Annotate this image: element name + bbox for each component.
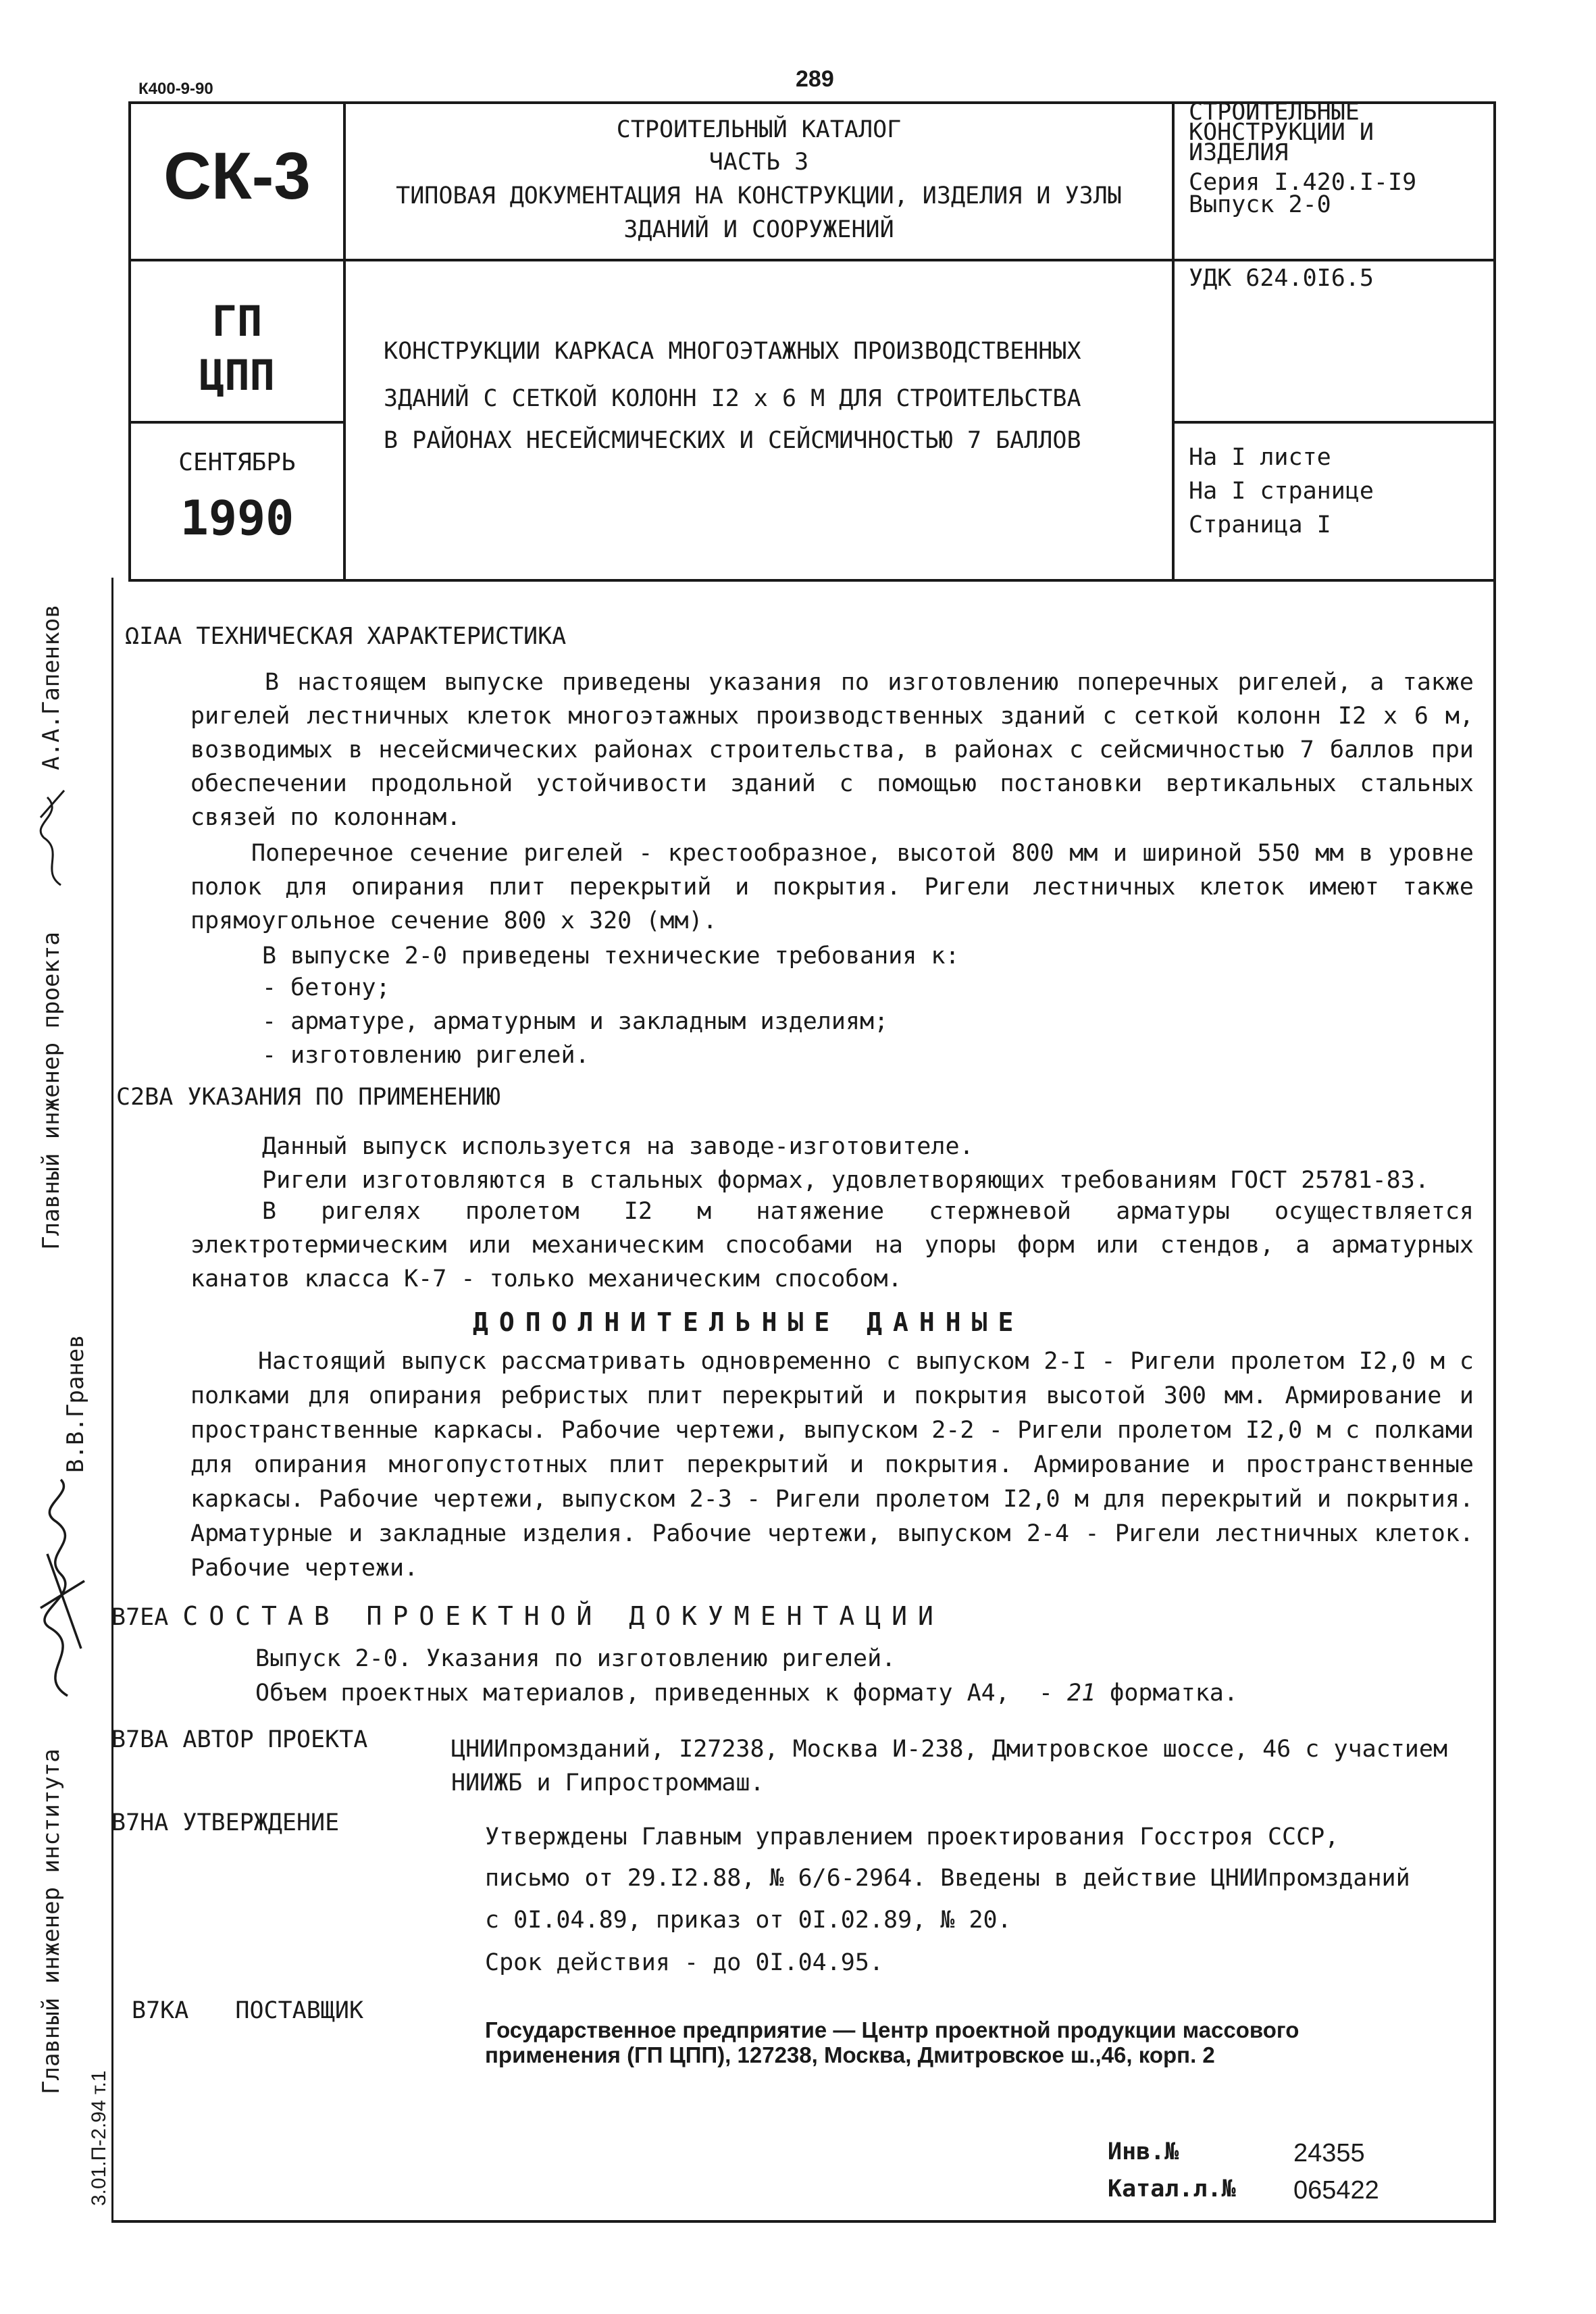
sheets-count: На I листе [1189,444,1331,471]
col1-row2-bottom [128,421,344,424]
author-section-heading [111,1725,367,1755]
tech-list-item-3: - изготовлению ригелей. [262,1042,590,1069]
catal-value: 065422 [1293,2176,1379,2205]
series-line-3: ИЗДЕЛИЯ [1189,139,1289,166]
gp-label: ГП [211,297,263,346]
catalog-line-4: ЗДАНИЙ И СООРУЖЕНИЙ [623,216,894,243]
title-line-1: КОНСТРУКЦИИ КАРКАСА МНОГОЭТАЖНЫХ ПРОИЗВОДСТВЕННЫХ [384,338,1081,365]
usage-paragraph-3: В ригелях пролетом I2 м натяжение стержневой арматуры осуществляется электротермическим или механическим способами на упоры форм или стендов, а арматурных канатов класса К-7 - только механическим способом. [190,1198,1474,1292]
author-line-1: ЦНИИпромзданий, I27238, Москва И-238, Дмитровское шоссе, 46 с участием [451,1736,1448,1763]
approval-line-1: Утверждены Главным управлением проектирования Госстроя СССР, [485,1823,1339,1851]
cpp-label: ЦПП [199,351,275,400]
header-bottom [128,579,1496,582]
inv-value: 24355 [1293,2139,1365,2167]
composition-dash: - [1038,1680,1053,1707]
supplier-code: В7КА [132,1997,189,2024]
author-heading: АВТОР ПРОЕКТА [182,1726,368,1753]
approval-line-2: письмо от 29.I2.88, № 6/6-2964. Введены в действие ЦНИИпромзданий [485,1865,1410,1892]
composition-line-2-wrap [255,1678,1238,1708]
approval-code: В7НА [111,1809,169,1836]
tech-paragraph-2: Поперечное сечение ригелей - крестообразное, высотой 800 мм и шириной 550 мм в уровне полок для опирания плит перекрытий и покрытия. Ригели лестничных клеток имеют также прямоугольное сечение 800 x 320 (мм). [190,840,1474,934]
composition-count: 21 [1067,1680,1096,1707]
supplier-section-heading [132,1996,363,2026]
author-line-2: НИИЖБ и Гипростроммаш. [451,1769,765,1796]
usage-line-2: Ригели изготовляются в стальных формах, удовлетворяющих требованиям ГОСТ 25781-83. [262,1167,1429,1194]
approval-section-heading [111,1808,339,1838]
chief-institute-label: Главный инженер института [38,1749,65,2094]
issue-number: Выпуск 2-0 [1189,191,1331,218]
catalog-line-2: ЧАСТЬ 3 [709,149,809,176]
usage-section-heading [116,1082,500,1112]
row1-bottom [128,259,1496,261]
series-number: Серия I.420.I-I9 [1189,169,1417,196]
title-line-2: ЗДАНИЙ С СЕТКОЙ КОЛОНН I2 x 6 М ДЛЯ СТРОИТЕЛЬСТВА [384,385,1081,412]
series-line-1: СТРОИТЕЛЬНЫЕ [1189,99,1360,126]
approval-line-4: Срок действия - до 0I.04.95. [485,1949,884,1976]
supplier-line-2: применения (ГП ЦПП), 127238, Москва, Дмитровское ш.,46, корп. 2 [485,2042,1215,2067]
col3-row2-bottom [1172,421,1496,424]
sk-code: СК-3 [163,139,311,213]
inv-label: Инв.№ [1108,2138,1179,2165]
composition-line-1: Выпуск 2-0. Указания по изготовлению ригелей. [255,1645,896,1672]
composition-heading: СОСТАВ ПРОЕКТНОЙ ДОКУМЕНТАЦИИ [182,1601,944,1631]
signature-institute [20,1473,95,1703]
tech-list-item-1: - бетону; [262,974,390,1001]
composition-count-suffix: форматка. [1110,1680,1238,1707]
chief-project-label: Главный инженер проекта [38,932,65,1250]
page-number: 289 [796,66,834,92]
page-index: Страница I [1189,511,1331,538]
author-code: В7ВА [111,1726,169,1753]
composition-code: В7ЕА [111,1604,169,1631]
frame-bottom [111,2220,1496,2223]
frame-left-lower [111,578,113,2223]
tech-list-item-2: - арматуре, арматурным и закладным изделиям; [262,1008,889,1035]
chief-project-name: А.А.Гапенков [38,604,65,770]
approval-heading: УТВЕРЖДЕНИЕ [182,1809,340,1836]
year: 1990 [180,491,294,546]
tech-code: ΩIАА [125,623,182,650]
month: СЕНТЯБРЬ [178,449,296,476]
usage-code: С2ВА [116,1084,174,1111]
title-line-3: В РАЙОНАХ НЕСЕЙСМИЧЕСКИХ И СЕЙСМИЧНОСТЬЮ 7 БАЛЛОВ [384,427,1081,454]
pages-count: На I странице [1189,478,1374,505]
extra-heading: ДОПОЛНИТЕЛЬНЫЕ ДАННЫЕ [473,1307,1025,1337]
supplier-line-1: Государственное предприятие — Центр проектной продукции массового [485,2017,1299,2042]
col3-left [1172,101,1175,581]
usage-line-1: Данный выпуск используется на заводе-изготовителе. [262,1133,974,1160]
frame-right [1493,101,1496,2223]
tech-list-intro: В выпуске 2-0 приведены технические требования к: [262,942,960,970]
tech-section-heading [125,622,566,651]
signature-project [27,777,74,892]
extra-paragraph: Настоящий выпуск рассматривать одновременно с выпуском 2-I - Ригели пролетом I2,0 м с полками для опирания ребристых плит перекрытий и покрытия высотой 300 мм. Армирование и пространственные каркасы. Рабочие чертежи, выпуском 2-2 - Ригели пролетом I2,0 м с полками для опирания многопустотных плит перекрытий и покрытия. Армирование и пространственные каркасы. Рабочие чертежи, выпуском 2-3 - Ригели пролетом I2,0 м для перекрытий и покрытия. Арматурные и закладные изделия. Рабочие чертежи, выпуском 2-4 - Ригели лестничных клеток. Рабочие чертежи. [190,1348,1474,1582]
composition-section-heading [111,1601,944,1632]
udk: УДК 624.0I6.5 [1189,265,1374,292]
catal-label: Катал.л.№ [1108,2175,1236,2203]
tech-heading: ТЕХНИЧЕСКАЯ ХАРАКТЕРИСТИКА [196,623,567,650]
composition-line-2: Объем проектных материалов, приведенных к формату А4, [255,1680,1010,1707]
tech-paragraph-1: В настоящем выпуске приведены указания по изготовлению поперечных ригелей, а также ригелей лестничных клеток многоэтажных производственных зданий с сеткой колонн I2 x 6 м, возводимых в несейсмических районах строительства, в районах с сейсмичностью 7 баллов при обеспечении продольной устойчивости зданий с помощью постановки вертикальных стальных связей по колоннам. [190,669,1474,831]
stamp-code: 3.01.П-2.94 т.1 [88,2070,110,2206]
doc-code: К400-9-90 [138,80,213,98]
chief-institute-name: В.В.Гранев [62,1334,89,1473]
series-line-2: КОНСТРУКЦИИ И [1189,119,1374,146]
catalog-line-3: ТИПОВАЯ ДОКУМЕНТАЦИЯ НА КОНСТРУКЦИИ, ИЗДЕЛИЯ И УЗЛЫ [396,182,1122,209]
usage-heading: УКАЗАНИЯ ПО ПРИМЕНЕНИЮ [187,1084,500,1111]
approval-line-3: с 0I.04.89, приказ от 0I.02.89, № 20. [485,1907,1012,1934]
supplier-heading: ПОСТАВЩИК [235,1997,364,2024]
catalog-line-1: СТРОИТЕЛЬНЫЙ КАТАЛОГ [616,116,902,143]
